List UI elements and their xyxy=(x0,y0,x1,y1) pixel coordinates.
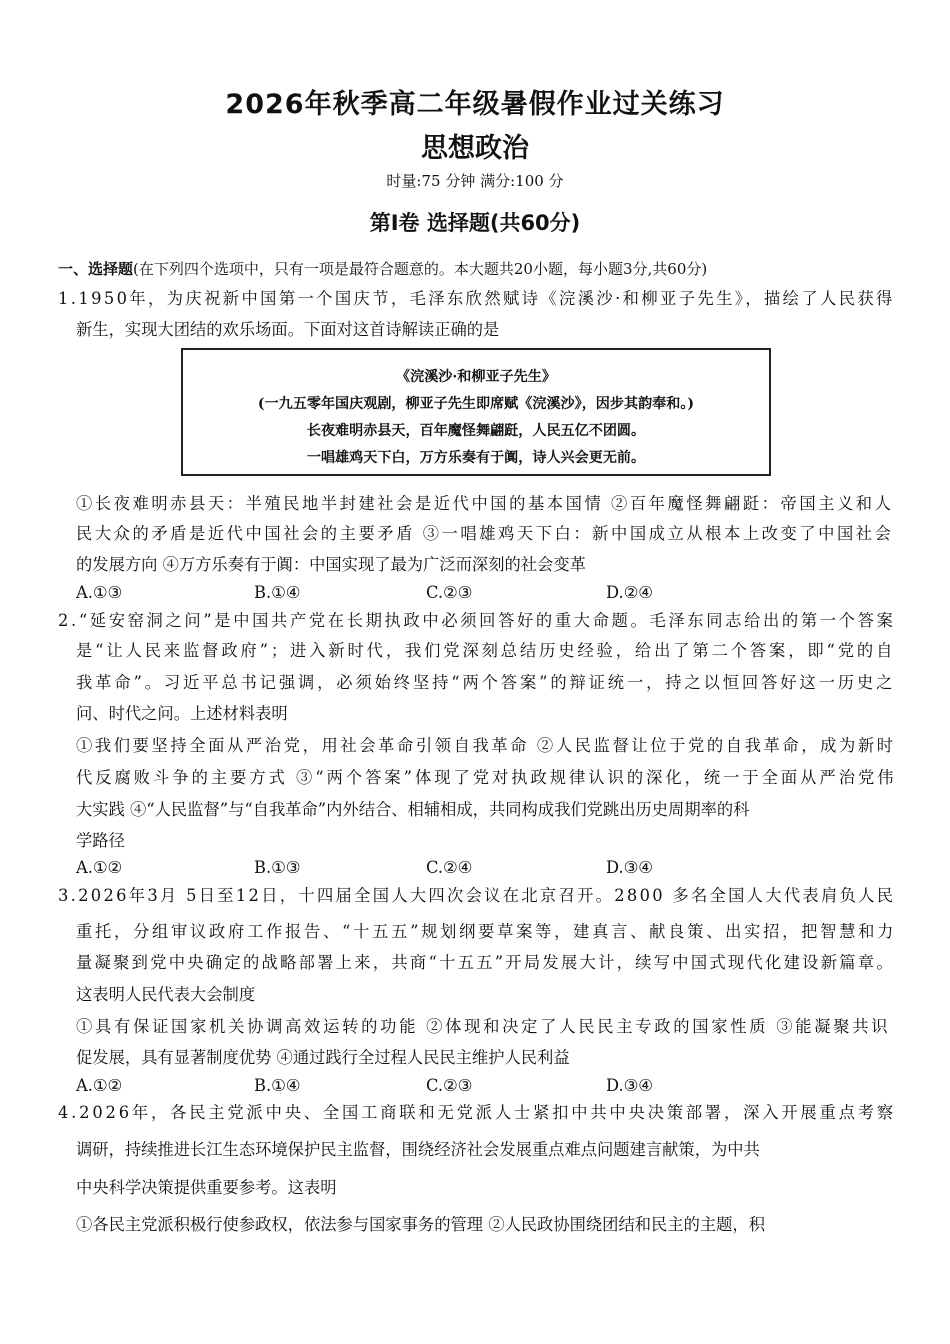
q4-statement-line: ①各民主党派积极行使参政权，依法参与国家事务的管理 ②人民政协围绕团结和民主的主题，积 xyxy=(76,1215,765,1234)
q3-stem-line: 3.2026年3月 5日至12日，十四届全国人大四次会议在北京召开。2800 多名全国人大代表肩负人民 xyxy=(58,886,896,905)
option-c[interactable]: C.②④ xyxy=(426,858,473,877)
section-heading xyxy=(58,258,707,279)
poem-title: 《浣溪沙·和柳亚子先生》 xyxy=(396,369,556,385)
poem-line: 一唱雄鸡天下白，万方乐奏有于阗，诗人兴会更无前。 xyxy=(306,450,646,466)
option-d[interactable]: D.②④ xyxy=(606,583,653,602)
option-b[interactable]: B.①④ xyxy=(254,1076,301,1095)
option-a[interactable]: A.①② xyxy=(76,858,123,877)
subject-title: 思想政治 xyxy=(421,133,529,164)
q2-statement-line: 大实践 ④“人民监督”与“自我革命”内外结合、相辅相成，共同构成我们党跳出历史周期率的科 xyxy=(76,800,750,819)
option-b[interactable]: B.①④ xyxy=(254,583,301,602)
q3-stem-line: 这表明人民代表大会制度 xyxy=(76,985,256,1004)
q2-stem-line: 我革命”。习近平总书记强调，必须始终坚持“两个答案”的辩证统一，持之以恒回答好这一历史之 xyxy=(76,673,896,692)
q2-statement-line: 学路径 xyxy=(76,831,125,850)
poem-preface: (一九五零年国庆观剧，柳亚子先生即席赋《浣溪沙》，因步其韵奉和。) xyxy=(257,396,695,412)
q4-stem-line: 中央科学决策提供重要参考。这表明 xyxy=(76,1178,337,1197)
option-d[interactable]: D.③④ xyxy=(606,1076,653,1095)
q4-stem-line: 4.2026年，各民主党派中央、全国工商联和无党派人士紧扣中共中央决策部署，深入开展重点考察 xyxy=(58,1103,896,1122)
q3-stem-line: 重托，分组审议政府工作报告、“十五五”规划纲要草案等，建真言、献良策、出实招，把智慧和力 xyxy=(76,922,897,941)
option-b[interactable]: B.①③ xyxy=(254,858,301,877)
q2-stem-line: 问、时代之问。上述材料表明 xyxy=(76,704,288,723)
q1-stem-line: 新生，实现大团结的欢乐场面。下面对这首诗解读正确的是 xyxy=(76,320,500,339)
exam-info: 时量:75 分钟 满分:100 分 xyxy=(386,172,564,190)
q4-stem-line: 调研，持续推进长江生态环境保护民主监督，围绕经济社会发展重点难点问题建言献策，为中共 xyxy=(76,1140,760,1159)
q3-stem-line: 量凝聚到党中央确定的战略部署上来，共商“十五五”开局发展大计，续写中国式现代化建设新篇章。 xyxy=(76,953,895,972)
option-a[interactable]: A.①③ xyxy=(76,583,123,602)
poem-box xyxy=(181,348,771,476)
q2-stem-line: 是“让人民来监督政府”；进入新时代，我们党深刻总结历史经验，给出了第二个答案，即“党的自 xyxy=(76,641,896,660)
option-d[interactable]: D.③④ xyxy=(606,858,653,877)
q2-statement-line: 代反腐败斗争的主要方式 ③“两个答案”体现了党对执政规律认识的深化，统一于全面从严治党伟 xyxy=(76,768,897,787)
section-instruction: (在下列四个选项中，只有一项是最符合题意的。本大题共20小题，每小题3分,共60分) xyxy=(133,260,708,278)
option-c[interactable]: C.②③ xyxy=(426,1076,473,1095)
option-a[interactable]: A.①② xyxy=(76,1076,123,1095)
q3-statement-line: 促发展，具有显著制度优势 ④通过践行全过程人民民主维护人民利益 xyxy=(76,1048,570,1067)
q1-statement-line: ①长夜难明赤县天：半殖民地半封建社会是近代中国的基本国情 ②百年魔怪舞翩跹：帝国主义和人 xyxy=(76,494,894,513)
q3-statement-line: ①具有保证国家机关协调高效运转的功能 ②体现和决定了人民民主专政的国家性质 ③能凝聚共识 xyxy=(76,1017,891,1036)
option-c[interactable]: C.②③ xyxy=(426,583,473,602)
q2-stem-line: 2.“延安窑洞之问”是中国共产党在长期执政中必须回答好的重大命题。毛泽东同志给出的第一个答案 xyxy=(58,611,896,630)
q1-statement-line: 的发展方向 ④万方乐奏有于阗：中国实现了最为广泛而深刻的社会变革 xyxy=(76,555,586,574)
poem-line: 长夜难明赤县天，百年魔怪舞翩跹，人民五亿不团圆。 xyxy=(306,423,646,439)
section-label: 一、选择题 xyxy=(58,260,134,278)
q1-statement-line: 民大众的矛盾是近代中国社会的主要矛盾 ③一唱雄鸡天下白：新中国成立从根本上改变了中国社会 xyxy=(76,524,894,543)
part-title: 第Ⅰ卷 选择题(共60分) xyxy=(369,211,581,235)
q2-statement-line: ①我们要坚持全面从严治党，用社会革命引领自我革命 ②人民监督让位于党的自我革命，成为新时 xyxy=(76,736,896,755)
q1-stem-line: 1.1950年，为庆祝新中国第一个国庆节，毛泽东欣然赋诗《浣溪沙·和柳亚子先生》，描绘了人民获得 xyxy=(58,289,895,308)
exam-title: 2026年秋季高二年级暑假作业过关练习 xyxy=(225,89,725,120)
